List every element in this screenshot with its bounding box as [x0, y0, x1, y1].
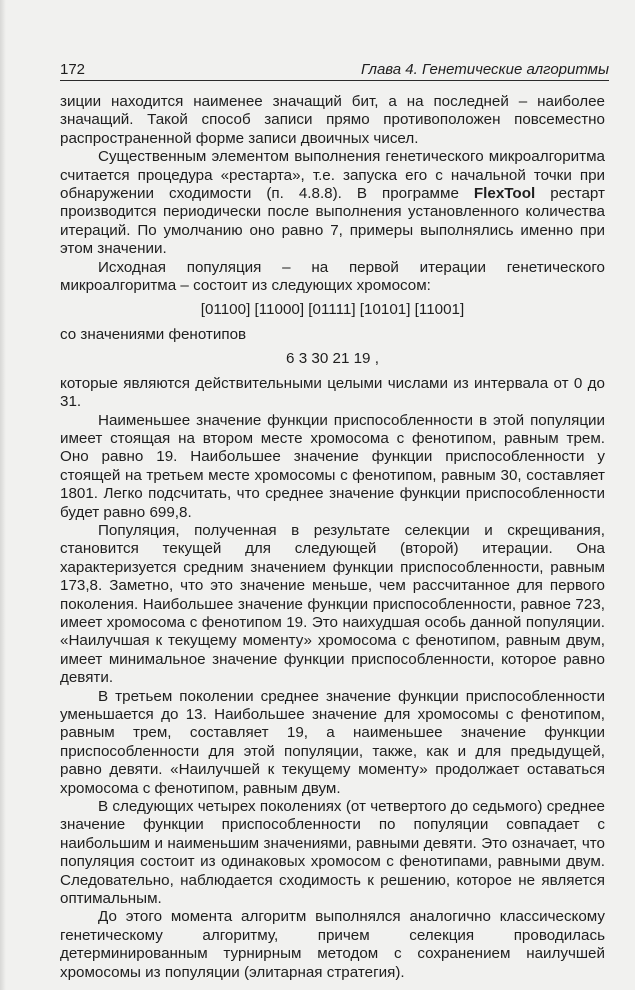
paragraph-5: которые являются действительными целыми числами из интервала от 0 до 31. — [60, 374, 605, 411]
paragraph-6: Наименьшее значение функции приспособленности в этой популяции имеет стоящая на втором месте хромосома с фенотипом, равным трем. Оно равно 19. Наибольшее значение функции приспособленности у стоящей на третьем месте хромосомы с фенотипом, равным 30, составляет 1801. Легко подсчитать, что среднее значение функции приспособленности будет равно 699,8. — [60, 411, 605, 521]
paragraph-4: со значениями фенотипов — [60, 325, 247, 343]
paragraph-10: До этого момента алгоритм выполнялся аналогично классическому генетическому алгоритму, причем селекция проводилась детерминированным турнирным методом с сохранением наилучшей хромосомы из популяции (элитарная стратегия). — [60, 908, 605, 981]
page-spine-shadow — [0, 0, 6, 990]
paragraph-9: В следующих четырех поколениях (от четвертого до седьмого) среднее значение функции приспособленности по популяции совпадает с наибольшим и наименьшим значениями, равными девяти. Это означает, что популяция состоит из одинаковых хромосом с фенотипами, равными двум. Следовательно, наблюдается сходимость к решению, которое не является оптимальным. — [60, 798, 605, 908]
program-name: FlexTool — [473, 185, 536, 203]
paragraph-7: Популяция, полученная в результате селекции и скрещивания, становится текущей для следующей (второй) итерации. Она характеризуется средним значением функции приспособленности, равным 173,8. Заметно, что это значение меньше, чем рассчитанное для первого поколения. Наибольшее значение функции приспособленности, равное 723, имеет хромосома с фенотипом 19. Это наихудшая особь данной популяции. «Наилучшая к текущему моменту» хромосома с фенотипом, равным двум, имеет минимальное значение функции приспособленности, которое равно девяти. — [60, 521, 605, 687]
chromosome-list: [01100] [11000] [01111] [10101] [11001] — [200, 301, 465, 319]
page-number: 172 — [60, 61, 86, 78]
paragraph-8: В третьем поколении среднее значение функции приспособленности уменьшается до 13. Наибольшее значение для хромосомы с фенотипом, равным трем, составляет 19, а наименьшее значение функции приспособленности для этой популяции, также, как и для предыдущей, равно девяти. «Наилучшей к текущему моменту» продолжает оставаться хромосома с фенотипом, равным двум. — [60, 687, 605, 797]
paragraph-2-text-a: Существенным элементом выполнения генетического микроалгоритма считается процедура «рестарта», т.е. запуска его с начальной точки при обнаружении сходимости (п. 4.8.8). В программе — [60, 148, 605, 203]
page-header — [60, 56, 609, 78]
paragraph-2-text-b: рестарт производится периодически после выполнения установленного количества итераций. По умолчанию оно равно 7, примеры выполнялись именно при этом значении. — [60, 185, 605, 258]
page-body — [60, 93, 605, 982]
phenotype-list: 6 3 30 21 19 , — [286, 350, 379, 368]
header-rule — [60, 80, 609, 81]
paragraph-1: зиции находится наименее значащий бит, а на последней – наиболее значащий. Такой способ записи прямо противоположен повсеместно распространенной форме записи двоичных чисел. — [60, 93, 605, 147]
chapter-title: Глава 4. Генетические алгоритмы — [360, 61, 609, 78]
paragraph-2 — [60, 148, 605, 258]
paragraph-3: Исходная популяция – на первой итерации генетического микроалгоритма – состоит из следующих хромосом: — [60, 258, 605, 295]
